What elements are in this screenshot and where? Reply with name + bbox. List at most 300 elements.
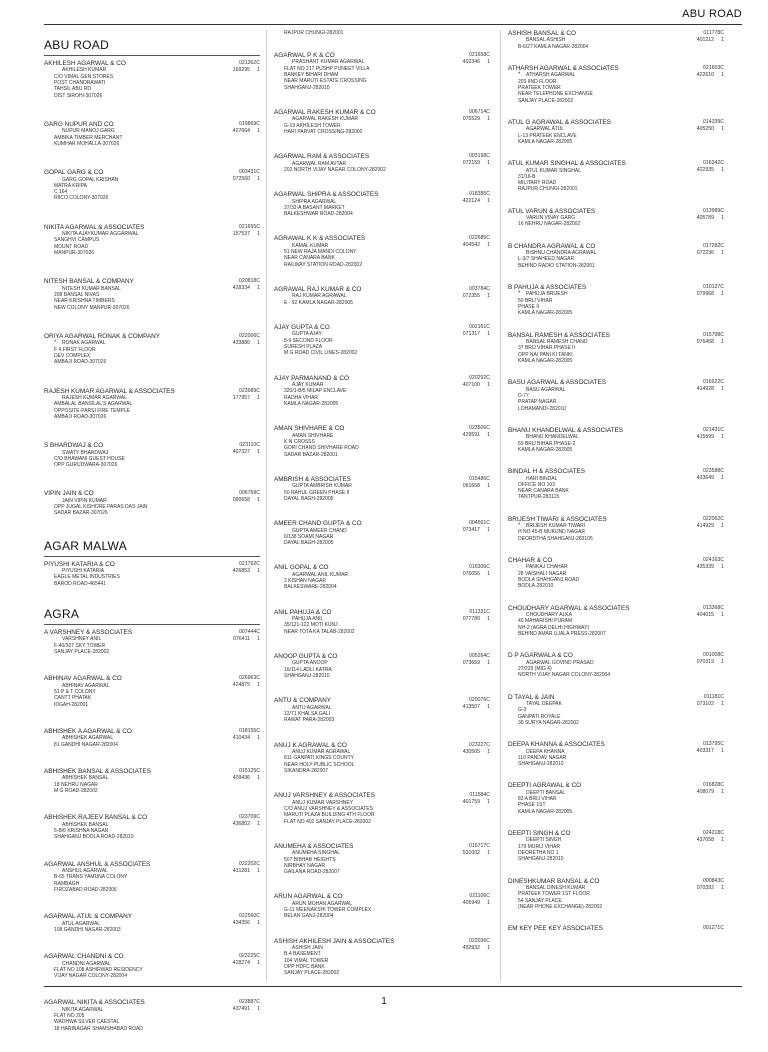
firm-registration-number: 003431C [238, 169, 260, 176]
address-line: DIST SIROHI-307026 [54, 92, 103, 99]
firm-name: B CHANDRA AGRAWAL & CO [508, 242, 596, 250]
partner-count: 1 [721, 433, 724, 440]
firm-name: ANUMEHA & ASSOCIATES [274, 842, 354, 850]
firm-registration-number: 021658C [468, 52, 490, 58]
address-line: PHASE II [518, 304, 540, 311]
address-line: NEAR TOTA KA TALAB-282002 [284, 628, 355, 635]
address-line: RAWAT PARA-282003 [284, 717, 335, 724]
directory-entry [274, 425, 490, 458]
directory-entry [508, 332, 724, 365]
directory-entry [274, 520, 490, 546]
address-line: NORTH VIJAY NAGAR COLONY-282004 [518, 672, 611, 679]
firm-name: DEEPA KHANNA & ASSOCIATES [508, 741, 605, 749]
address-line: 110 PANDAV NAGAR [518, 754, 567, 761]
registration-info [463, 742, 490, 756]
directory-entry [274, 893, 490, 919]
address-line: 37 BRIJ VIHAR PHASE II [518, 345, 575, 352]
registration-info [697, 119, 724, 133]
registration-info [233, 490, 260, 504]
firm-registration-number: 017282C [702, 242, 724, 249]
firm-registration-number: 013795C [702, 741, 724, 748]
address-line: NIRBHAY NAGAR [284, 862, 325, 869]
address-line: SANJAY PLACE-282002 [518, 97, 574, 104]
registration-info [463, 425, 490, 439]
membership-number-row [233, 821, 260, 828]
address-line: 83 A BRIJ VIHAR [518, 796, 557, 803]
directory-entry [274, 375, 490, 408]
address-line: G-19 AKHILESH TOWER [284, 122, 341, 129]
address-line: HARI PARVAT CROSSING-282002 [284, 128, 363, 135]
proprietor-name: CHOUDHARY ALKA [526, 612, 572, 619]
membership-number: 401759 [462, 799, 480, 806]
firm-registration-number: 020818C [238, 278, 260, 285]
partner-count: 1 [721, 789, 724, 796]
address-line: OPP NAI PANI KI TANKI [518, 351, 573, 358]
membership-number-row [463, 527, 490, 534]
firm-registration-number: 023709C [238, 814, 260, 821]
firm-registration-number: 020076C [468, 697, 490, 704]
firm-registration-number: 015486C [468, 475, 490, 482]
partner-count: 1 [487, 115, 490, 122]
address-line: MANPUR-307026 [54, 250, 95, 257]
partner-count: 1 [487, 293, 490, 300]
proprietor-name: ANUJ KUMAR AGRAWAL [292, 749, 351, 756]
membership-number: 408079 [696, 789, 714, 796]
partner-count: 1 [257, 734, 260, 741]
membership-number-row [463, 331, 490, 338]
membership-number-row [697, 386, 724, 393]
address-line: EAGLE METAL INDUSTRIES [54, 574, 120, 581]
address-line: 507 BIBHAB HEIGHTS [284, 856, 336, 863]
membership-number-row [697, 72, 724, 79]
registration-info [233, 861, 260, 875]
address-line: MOUNT ROAD [54, 243, 89, 250]
firm-registration-number: 021362C [238, 60, 260, 66]
firm-name: PIYUSHI KATARIA & CO [44, 560, 115, 568]
address-line: TAHSIL ABU RD [54, 86, 91, 93]
address-line: OPP HDFC BANK [284, 964, 325, 971]
address-line: SHAHGANJ-282010 [284, 673, 330, 680]
membership-number-row [233, 340, 260, 347]
proprietor-name: ATHARSH AGARWAL [526, 72, 576, 79]
address-line: RADHA VIHAR [284, 394, 318, 401]
proprietor-name: BANSAL ASHISH [526, 37, 566, 44]
registration-info [233, 814, 260, 828]
column-divider [266, 30, 267, 982]
proprietor-name: RAJESH KUMAR AGARWAL [62, 394, 128, 401]
directory-entry [44, 442, 260, 468]
address-line: GORI CHAND SHIVHARE ROAD [284, 445, 359, 452]
address-line: NEAR TELEPHONE EXCHANGE [518, 91, 593, 98]
firm-registration-number: 023225C [238, 953, 260, 960]
asterisk-marker: * [518, 72, 521, 79]
partner-count: 1 [487, 432, 490, 439]
proprietor-name: RAJ KUMAR AGRAWAL [292, 293, 347, 300]
address-line: 27/229 (MIG 4) [518, 665, 552, 672]
firm-name: ATUL KUMAR SINGHAL & ASSOCIATES [508, 160, 626, 168]
directory-entry [274, 792, 490, 825]
address-line: 35/121-122 MOTI KUNJ [284, 622, 338, 629]
registration-info [233, 388, 260, 402]
firm-registration-number: 000843C [702, 877, 724, 884]
membership-number: 071317 [462, 331, 480, 338]
proprietor-name: GUPTA AMEER CHAND [292, 527, 347, 534]
address-line: 18 HARINAGAR SHAMSHABAD ROAD [54, 1025, 143, 1032]
address-line: MATRA KRIPA [54, 182, 87, 189]
address-line: G-11 MEENAKSHI TOWER COMPLEX [284, 907, 372, 914]
address-line: BANKEY BIHARI DHAM [284, 72, 339, 78]
membership-number-row [463, 749, 490, 756]
membership-number: 090658 [232, 497, 250, 504]
address-line: OFFICE NO 103 [518, 481, 555, 488]
address-line: DEORDTHA SHAHGANJ-283105 [518, 535, 593, 542]
firm-name: ANTU & COMPANY [274, 697, 332, 705]
partner-count: 1 [487, 381, 490, 388]
membership-number: 434356 [232, 920, 250, 927]
registration-info [233, 224, 260, 238]
membership-number: 401212 [696, 37, 714, 43]
firm-name: S BHARDWAJ & CO [44, 442, 104, 450]
partner-count: 1 [487, 944, 490, 951]
membership-number-row [697, 215, 724, 222]
firm-registration-number: 010137C [702, 284, 724, 291]
address-line: MILITARY ROAD [518, 180, 557, 187]
proprietor-name: PRASHANT KUMAR AGARWAL [292, 59, 365, 66]
membership-number: 072236 [696, 249, 714, 256]
partner-count: 1 [257, 867, 260, 874]
proprietor-name: NIKITA AJAYKUMAR AGGARWAL [62, 231, 139, 238]
firm-name: VIPIN JAIN & CO [44, 490, 94, 498]
address-line: OPPOSITE-PARSI FIRE TEMPLE [54, 407, 130, 414]
firm-name: NITESH BANSAL & COMPANY [44, 278, 134, 286]
registration-info [697, 652, 724, 666]
firm-registration-number: 021106C [469, 893, 490, 900]
directory-entry [508, 741, 724, 767]
registration-info [233, 629, 260, 643]
address-line: F 4 FIRST FLOOR [54, 346, 96, 353]
proprietor-name: NITESH KUMAR BANSAL [62, 285, 121, 292]
firm-registration-number: 023110C [239, 442, 260, 449]
firm-name: AGARWAL P K & CO [274, 52, 335, 59]
address-line: NEAR CANARA BANK [284, 255, 335, 262]
membership-number-row [697, 37, 724, 44]
directory-entry [274, 52, 490, 91]
firm-registration-number: 003784C [468, 286, 490, 293]
membership-number-row [463, 116, 490, 123]
firm-registration-number: 024163C [702, 557, 724, 564]
address-line: SHAHGANJ-282010 [518, 761, 564, 768]
address-line: KAMLA NAGAR-282005 [518, 357, 573, 364]
firm-name: DEEPTI AGRAWAL & CO [508, 782, 582, 790]
membership-number-row [463, 198, 490, 205]
address-line: 18 NEHRU NAGAR [54, 781, 98, 788]
membership-number: 070392 [696, 884, 714, 891]
membership-number: 428334 [232, 285, 250, 292]
proprietor-name: ATUL KUMAR SINGHAL [526, 167, 582, 174]
address-line: VIJAY NAGAR COLONY-282004 [54, 973, 127, 980]
firm-registration-number: 022062C [702, 515, 724, 522]
membership-number: 433886 [232, 339, 250, 346]
address-line: G-3 [518, 707, 527, 714]
address-line: 104 VIMAL TOWER [284, 957, 329, 964]
proprietor-name: AGARWAL RAM AVTAR [292, 160, 347, 167]
directory-entry [508, 652, 724, 678]
firm-registration-number: 016717C [468, 842, 490, 849]
directory-entry [274, 843, 490, 876]
registration-info [233, 60, 260, 74]
directory-entry [274, 564, 490, 590]
membership-number-row [233, 775, 260, 782]
partner-count: 1 [257, 394, 260, 401]
proprietor-name: ANUJ KUMAR VARSHNEY [292, 799, 354, 806]
firm-registration-number: 013989C [702, 207, 724, 214]
proprietor-name: AMAN SHIVHARE [292, 432, 334, 439]
address-line: MARUTI PLAZA BUILDING 4TH FLOOR [284, 812, 375, 819]
partner-count: 1 [721, 386, 724, 393]
membership-number: 076056 [462, 571, 480, 578]
registration-info [233, 913, 260, 927]
partner-count: 1 [487, 615, 490, 622]
directory-entry [44, 629, 260, 655]
proprietor-name: PIYUSHI KATARIA [62, 568, 105, 575]
registration-info [697, 160, 724, 174]
membership-number: 402346 [462, 59, 480, 65]
firm-registration-number: 001271C [702, 925, 724, 932]
firm-name: EM KEY PEE KEY ASSOCIATES [508, 925, 603, 933]
membership-number-row [463, 160, 490, 167]
firm-name: CHOUDHARY AGARWAL & ASSOCIATES [508, 604, 630, 612]
registration-info [233, 333, 260, 347]
membership-number-row [233, 128, 260, 135]
proprietor-name: BHANU KHANDELWAL [526, 434, 579, 441]
directory-entry [44, 333, 260, 366]
registration-info [697, 516, 724, 530]
registration-info [697, 65, 724, 79]
firm-registration-number: 023887C [238, 999, 260, 1006]
address-line: AMBALAL BANSILAL'S AGARWAL [54, 401, 133, 408]
directory-entry [44, 60, 260, 99]
address-line: RAJPUR CHUNGI-282001 [518, 186, 578, 193]
directory-entry [508, 782, 724, 815]
address-line: KAMLA NAGAR-282005 [518, 446, 573, 453]
registration-info [697, 284, 724, 298]
membership-number: 436802 [232, 821, 250, 828]
address-line: BELAN GANJ-282004 [284, 913, 334, 920]
proprietor-name: AKHILESH KUMAR [62, 67, 107, 74]
directory-entry [508, 830, 724, 863]
address-line: 179 MURLI VIHAR [518, 843, 560, 850]
membership-number-row [233, 449, 260, 456]
registration-info [463, 324, 490, 338]
address-line: 12/71 KHALSA GALI [284, 711, 331, 718]
address-line: GANPATI ROYALE [518, 713, 561, 720]
firm-name: AKHILESH AGARWAL & CO [44, 60, 126, 67]
partner-count: 1 [487, 160, 490, 167]
page-number: 1 [381, 996, 387, 1007]
address-line: GAILANA ROAD-282007 [284, 869, 340, 876]
firm-registration-number: 005264C [468, 653, 490, 660]
firm-name: AGARWAL RAKESH KUMAR & CO [274, 108, 376, 116]
partner-count: 1 [721, 167, 724, 174]
membership-number-row [697, 748, 724, 755]
membership-number-row [233, 568, 260, 575]
address-line: 50 RAHUL GREEN PHASE II [284, 489, 350, 496]
firm-name: BASU AGARWAL & ASSOCIATES [508, 379, 607, 387]
directory-entry [508, 427, 724, 453]
partner-count: 1 [257, 567, 260, 574]
proprietor-name: ABHISHEK AGARWAL [62, 735, 114, 742]
directory-entry [274, 697, 490, 723]
address-line: M G ROAD-282002 [54, 787, 98, 794]
membership-number: 073659 [462, 660, 480, 667]
address-line: LOHAMANDI-282010 [518, 405, 567, 412]
address-line: NEAR CANARA BANK [518, 488, 569, 495]
partner-count: 1 [257, 285, 260, 292]
firm-name: BHANU KHANDELWAL & ASSOCIATES [508, 426, 624, 434]
address-line: 28 VAISHALI NAGAR [518, 570, 567, 577]
address-line: NEAR KRISHNA TIMBERS [54, 298, 115, 305]
membership-number: 061668 [462, 482, 480, 489]
membership-number-row [233, 395, 260, 402]
firm-name: ABHISHEK A AGARWAL & CO [44, 727, 132, 735]
membership-number: 428274 [232, 960, 250, 967]
directory-entry [44, 861, 260, 894]
address-line: DEORETHA NO 1 [518, 850, 559, 857]
firm-registration-number: 022202C [238, 860, 260, 867]
membership-number: 169295 [232, 67, 250, 73]
directory-entry [44, 814, 260, 840]
directory-entry [508, 208, 724, 228]
firm-name: ASHISH AKHILESH JAIN & ASSOCIATES [274, 937, 395, 945]
registration-info [463, 191, 490, 205]
partner-count: 1 [721, 564, 724, 571]
directory-entry [44, 121, 260, 147]
registration-info [697, 830, 724, 844]
column-divider [500, 30, 501, 982]
asterisk-marker: * [518, 523, 521, 530]
firm-name: ABHISHEK RAJEEV BANSAL & CO [44, 814, 148, 822]
directory-column-2 [274, 30, 490, 995]
proprietor-name: BANSAL RAMESH CHAND [526, 339, 588, 346]
firm-name: BANSAL RAMESH & ASSOCIATES [508, 331, 610, 339]
firm-registration-number: 023989C [238, 387, 260, 394]
registration-info [463, 697, 490, 711]
membership-number-row [463, 850, 490, 857]
firm-name: ARUN AGARWAL & CO [274, 893, 343, 901]
address-line: POST CHANDRAWATI [54, 80, 106, 86]
membership-number-row [233, 735, 260, 742]
partner-count: 1 [721, 37, 724, 43]
firm-name: A VARSHNEY & ASSOCIATES [44, 629, 133, 637]
registration-info [233, 442, 260, 456]
membership-number-row [703, 932, 724, 939]
directory-entry [508, 605, 724, 638]
address-line: AMBAJI ROAD-307026 [54, 359, 107, 366]
registration-info [463, 792, 490, 806]
address-line: FLAT NO 217 PUSHP PUNEET VILLA [284, 65, 370, 72]
firm-name: AGARWAL ATUL & COMPANY [44, 913, 133, 921]
firm-registration-number: 011584C [469, 792, 490, 799]
directory-entry [44, 913, 260, 933]
membership-number-row [697, 564, 724, 571]
address-line: 320/1-B/5 MILAP ENCLAVE [284, 388, 347, 395]
membership-number: 437491 [232, 1006, 250, 1013]
partner-count: 1 [721, 837, 724, 844]
address-line: C/O VIMAL GEN STORES [54, 73, 114, 80]
address-line: DAYAL BAGH-282005 [284, 495, 334, 502]
firm-registration-number: 014339C [702, 118, 724, 125]
firm-registration-number: 022006C [238, 332, 260, 339]
address-line: RIICO COLONY-307026 [54, 195, 109, 202]
firm-registration-number: 003198C [468, 153, 490, 160]
registration-info [697, 30, 724, 44]
city-heading: AGAR MALWA [44, 539, 260, 557]
address-line: L-13 PRATEEK ENCLAVE [518, 132, 577, 139]
membership-number-row [463, 293, 490, 300]
firm-registration-number: 018155C [238, 727, 260, 734]
proprietor-name: DEEPA KHANNA [526, 748, 565, 755]
membership-number-row [697, 291, 724, 298]
partner-count: 1 [487, 331, 490, 338]
directory-entry [274, 109, 490, 135]
address-line: H NO 45-B MUKUND NAGAR [518, 529, 585, 536]
membership-number-row [697, 885, 724, 892]
registration-info [697, 605, 724, 619]
proprietor-name: ATUL AGARWAL [62, 920, 101, 927]
proprietor-name: SHIPRA AGARWAL [292, 198, 337, 205]
proprietor-name: JAIN VIPIN KUMAR [62, 497, 107, 504]
membership-number-row [463, 704, 490, 711]
registration-info [463, 235, 490, 249]
membership-number: 413507 [462, 704, 480, 711]
membership-number: 072560 [232, 176, 250, 183]
address-line: SADAR BAZAR-282001 [284, 451, 338, 458]
membership-number-row [463, 799, 490, 806]
firm-name: D TAYAL & JAIN [508, 693, 555, 701]
firm-registration-number: 016828C [702, 782, 724, 789]
proprietor-name: KAMAL KUMAR [292, 242, 329, 249]
membership-number-row [697, 167, 724, 174]
proprietor-name: ANTU AGARWAL [292, 704, 332, 711]
proprietor-name: AGARWAL ANIL KUMAR [292, 571, 349, 578]
address-line: PRATEEK TOWER 1ST FLOOR [518, 891, 590, 898]
proprietor-name: GUPTA AMBRISH KUMAR [292, 483, 352, 490]
address-line: 208 BANSAL NIVAS [54, 292, 100, 299]
address-line: 40 MAHARISHI PURAM [518, 618, 573, 625]
registration-info [697, 208, 724, 222]
membership-number-row [463, 660, 490, 667]
registration-info [463, 653, 490, 667]
firm-registration-number: 001008C [702, 652, 724, 659]
firm-registration-number: 013368C [702, 604, 724, 611]
running-header-title: ABU ROAD [682, 8, 742, 20]
directory-entry [274, 653, 490, 679]
address-line: FLAT NO 205 [54, 1013, 85, 1020]
directory-entry [508, 160, 724, 193]
firm-name: AMAN SHIVHARE & CO [274, 425, 345, 433]
membership-number: 177957 [232, 394, 250, 401]
firm-registration-number: 016922C [702, 379, 724, 386]
address-line: FIROZABAD ROAD-282006 [54, 886, 117, 893]
firm-name: ATUL VARUN & ASSOCIATES [508, 207, 596, 215]
address-line: 2 KISHAN NAGAR [284, 578, 326, 585]
address-line: 6/138 SOAMI NAGAR [284, 533, 334, 540]
address-line: DEV COMPLEX [54, 352, 91, 359]
registration-info [697, 243, 724, 257]
firm-registration-number: 006769C [238, 490, 260, 497]
proprietor-name: NUPUR MANOJ GARG [62, 128, 115, 135]
firm-registration-number: 019869C [238, 120, 260, 127]
